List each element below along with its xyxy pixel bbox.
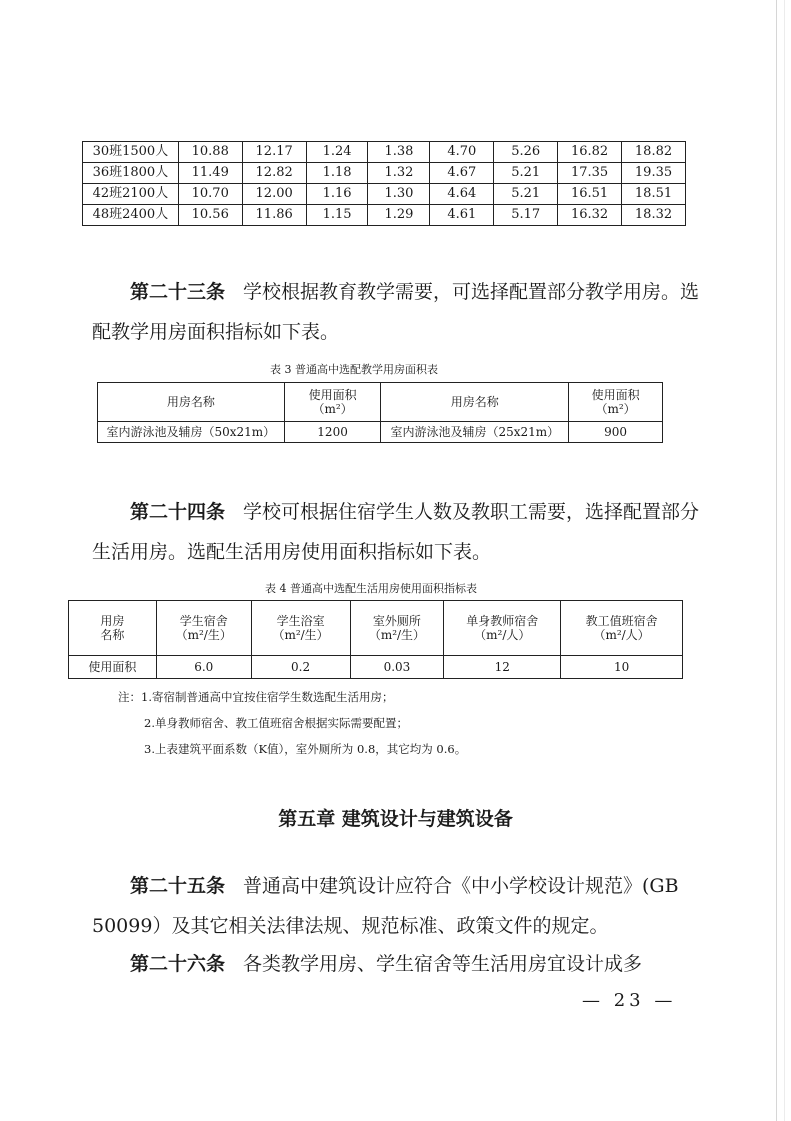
value-cell: 5.21 <box>494 184 558 205</box>
t4-header-col <box>350 601 444 656</box>
value-cell: 5.21 <box>494 163 558 184</box>
value-cell: 1.29 <box>368 205 430 226</box>
t4-header-col <box>251 601 350 656</box>
t4-header-label: 学生浴室 <box>276 613 325 628</box>
value-cell: 11.49 <box>178 163 242 184</box>
t4-header-unit: （m²/生） <box>175 628 232 642</box>
row-label-cell: 36班1800人 <box>83 163 179 184</box>
page-edge-line <box>776 0 777 1121</box>
table-row <box>83 205 686 226</box>
t3-header-area-line1: 使用面积 <box>308 387 357 402</box>
t4-value: 6.0 <box>156 656 251 679</box>
t4-header-label: 单身教师宿舍 <box>466 613 539 628</box>
value-cell: 1.18 <box>306 163 368 184</box>
t4-header-unit: （m²/生） <box>368 628 426 642</box>
value-cell: 1.24 <box>306 142 368 163</box>
t4-value: 0.03 <box>350 656 444 679</box>
row-label-cell: 42班2100人 <box>83 184 179 205</box>
t3-header-room: 用房名称 <box>98 383 285 422</box>
article-23-text: 学校根据教育教学需要，可选择配置部分教学用房。选配教学用房面积指标如下表。 <box>92 281 700 343</box>
table3-caption: 表 3 普通高中选配教学用房面积表 <box>270 363 438 376</box>
t4-header-name-line1: 用房 <box>100 613 125 628</box>
table-row <box>83 184 686 205</box>
value-cell: 16.32 <box>558 205 622 226</box>
value-cell: 18.32 <box>622 205 686 226</box>
note-1 <box>118 684 466 710</box>
note-2: 2.单身教师宿舍、教工值班宿舍根据实际需要配置； <box>144 716 408 730</box>
value-cell: 18.51 <box>622 184 686 205</box>
value-cell: 1.32 <box>368 163 430 184</box>
t4-row-label: 使用面积 <box>69 656 157 679</box>
value-cell: 1.16 <box>306 184 368 205</box>
page-number: — 23 — <box>582 990 677 1011</box>
optional-teaching-rooms-table <box>97 382 663 443</box>
t3-area-2: 900 <box>569 422 663 443</box>
value-cell: 10.88 <box>178 142 242 163</box>
value-cell: 18.82 <box>622 142 686 163</box>
optional-living-rooms-table <box>68 600 683 679</box>
t3-room-2: 室内游泳池及辅房（25x21m） <box>381 422 569 443</box>
note-prefix: 注： <box>118 690 141 704</box>
article-25 <box>92 866 704 946</box>
t4-header-col <box>156 601 251 656</box>
area-index-table-continued <box>82 141 686 226</box>
value-cell: 12.17 <box>242 142 306 163</box>
t4-header-col <box>444 601 561 656</box>
t4-header-label: 教工值班宿舍 <box>585 613 658 628</box>
article-24 <box>92 492 704 572</box>
t3-header-room-2: 用房名称 <box>381 383 569 422</box>
t4-header-name-line2: 名称 <box>100 628 125 642</box>
row-label-cell: 48班2400人 <box>83 205 179 226</box>
value-cell: 16.51 <box>558 184 622 205</box>
value-cell: 12.00 <box>242 184 306 205</box>
chapter-title: 第五章 建筑设计与建筑设备 <box>278 808 513 830</box>
value-cell: 4.64 <box>430 184 494 205</box>
value-cell: 5.17 <box>494 205 558 226</box>
value-cell: 1.30 <box>368 184 430 205</box>
article-26-label: 第二十六条 <box>130 953 226 975</box>
t3-header-area2-line2: （m²） <box>595 402 636 416</box>
t3-header-area-line2: （m²） <box>312 402 353 416</box>
value-cell: 10.56 <box>178 205 242 226</box>
value-cell: 4.70 <box>430 142 494 163</box>
article-24-label: 第二十四条 <box>130 501 226 523</box>
value-cell: 12.82 <box>242 163 306 184</box>
article-25-label: 第二十五条 <box>130 875 226 897</box>
article-23 <box>92 272 704 352</box>
t4-header-unit: （m²/人） <box>593 628 650 642</box>
article-26-text: 各类教学用房、学生宿舍等生活用房宜设计成多 <box>243 953 643 975</box>
value-cell: 19.35 <box>622 163 686 184</box>
value-cell: 1.38 <box>368 142 430 163</box>
article-26 <box>92 944 704 984</box>
t4-value: 0.2 <box>251 656 350 679</box>
value-cell: 4.61 <box>430 205 494 226</box>
t3-header-area-2 <box>569 383 663 422</box>
table-row <box>83 163 686 184</box>
t4-header-label: 学生宿舍 <box>179 613 228 628</box>
page-edge-line-outer <box>784 0 785 1121</box>
value-cell: 4.67 <box>430 163 494 184</box>
t3-room-1: 室内游泳池及辅房（50x21m） <box>98 422 285 443</box>
row-label-cell: 30班1500人 <box>83 142 179 163</box>
value-cell: 17.35 <box>558 163 622 184</box>
t3-header-area2-line1: 使用面积 <box>591 387 640 402</box>
table4-notes <box>118 684 466 762</box>
t4-header-unit: （m²/生） <box>272 628 329 642</box>
value-cell: 10.70 <box>178 184 242 205</box>
t4-header-col <box>561 601 683 656</box>
t4-header-name <box>69 601 157 656</box>
table-row <box>83 142 686 163</box>
table4-caption: 表 4 普通高中选配生活用房使用面积指标表 <box>265 582 477 595</box>
t4-value: 10 <box>561 656 683 679</box>
value-cell: 1.15 <box>306 205 368 226</box>
note-3: 3.上表建筑平面系数（K值），室外厕所为 0.8，其它均为 0.6。 <box>144 742 467 756</box>
article-25-text: 普通高中建筑设计应符合《中小学校设计规范》(GB 50099）及其它相关法律法规、规范标准、政策文件的规定。 <box>92 875 679 937</box>
t4-header-label: 室外厕所 <box>372 613 421 628</box>
value-cell: 5.26 <box>494 142 558 163</box>
value-cell: 16.82 <box>558 142 622 163</box>
t4-header-unit: （m²/人） <box>474 628 531 642</box>
article-23-label: 第二十三条 <box>130 281 226 303</box>
t3-area-1: 1200 <box>284 422 381 443</box>
note-1-text: 1.寄宿制普通高中宜按住宿学生数选配生活用房； <box>141 690 394 704</box>
article-24-text: 学校可根据住宿学生人数及教职工需要，选择配置部分生活用房。选配生活用房使用面积指标如下表。 <box>92 501 700 563</box>
value-cell: 11.86 <box>242 205 306 226</box>
t3-header-area <box>284 383 381 422</box>
t4-value: 12 <box>444 656 561 679</box>
